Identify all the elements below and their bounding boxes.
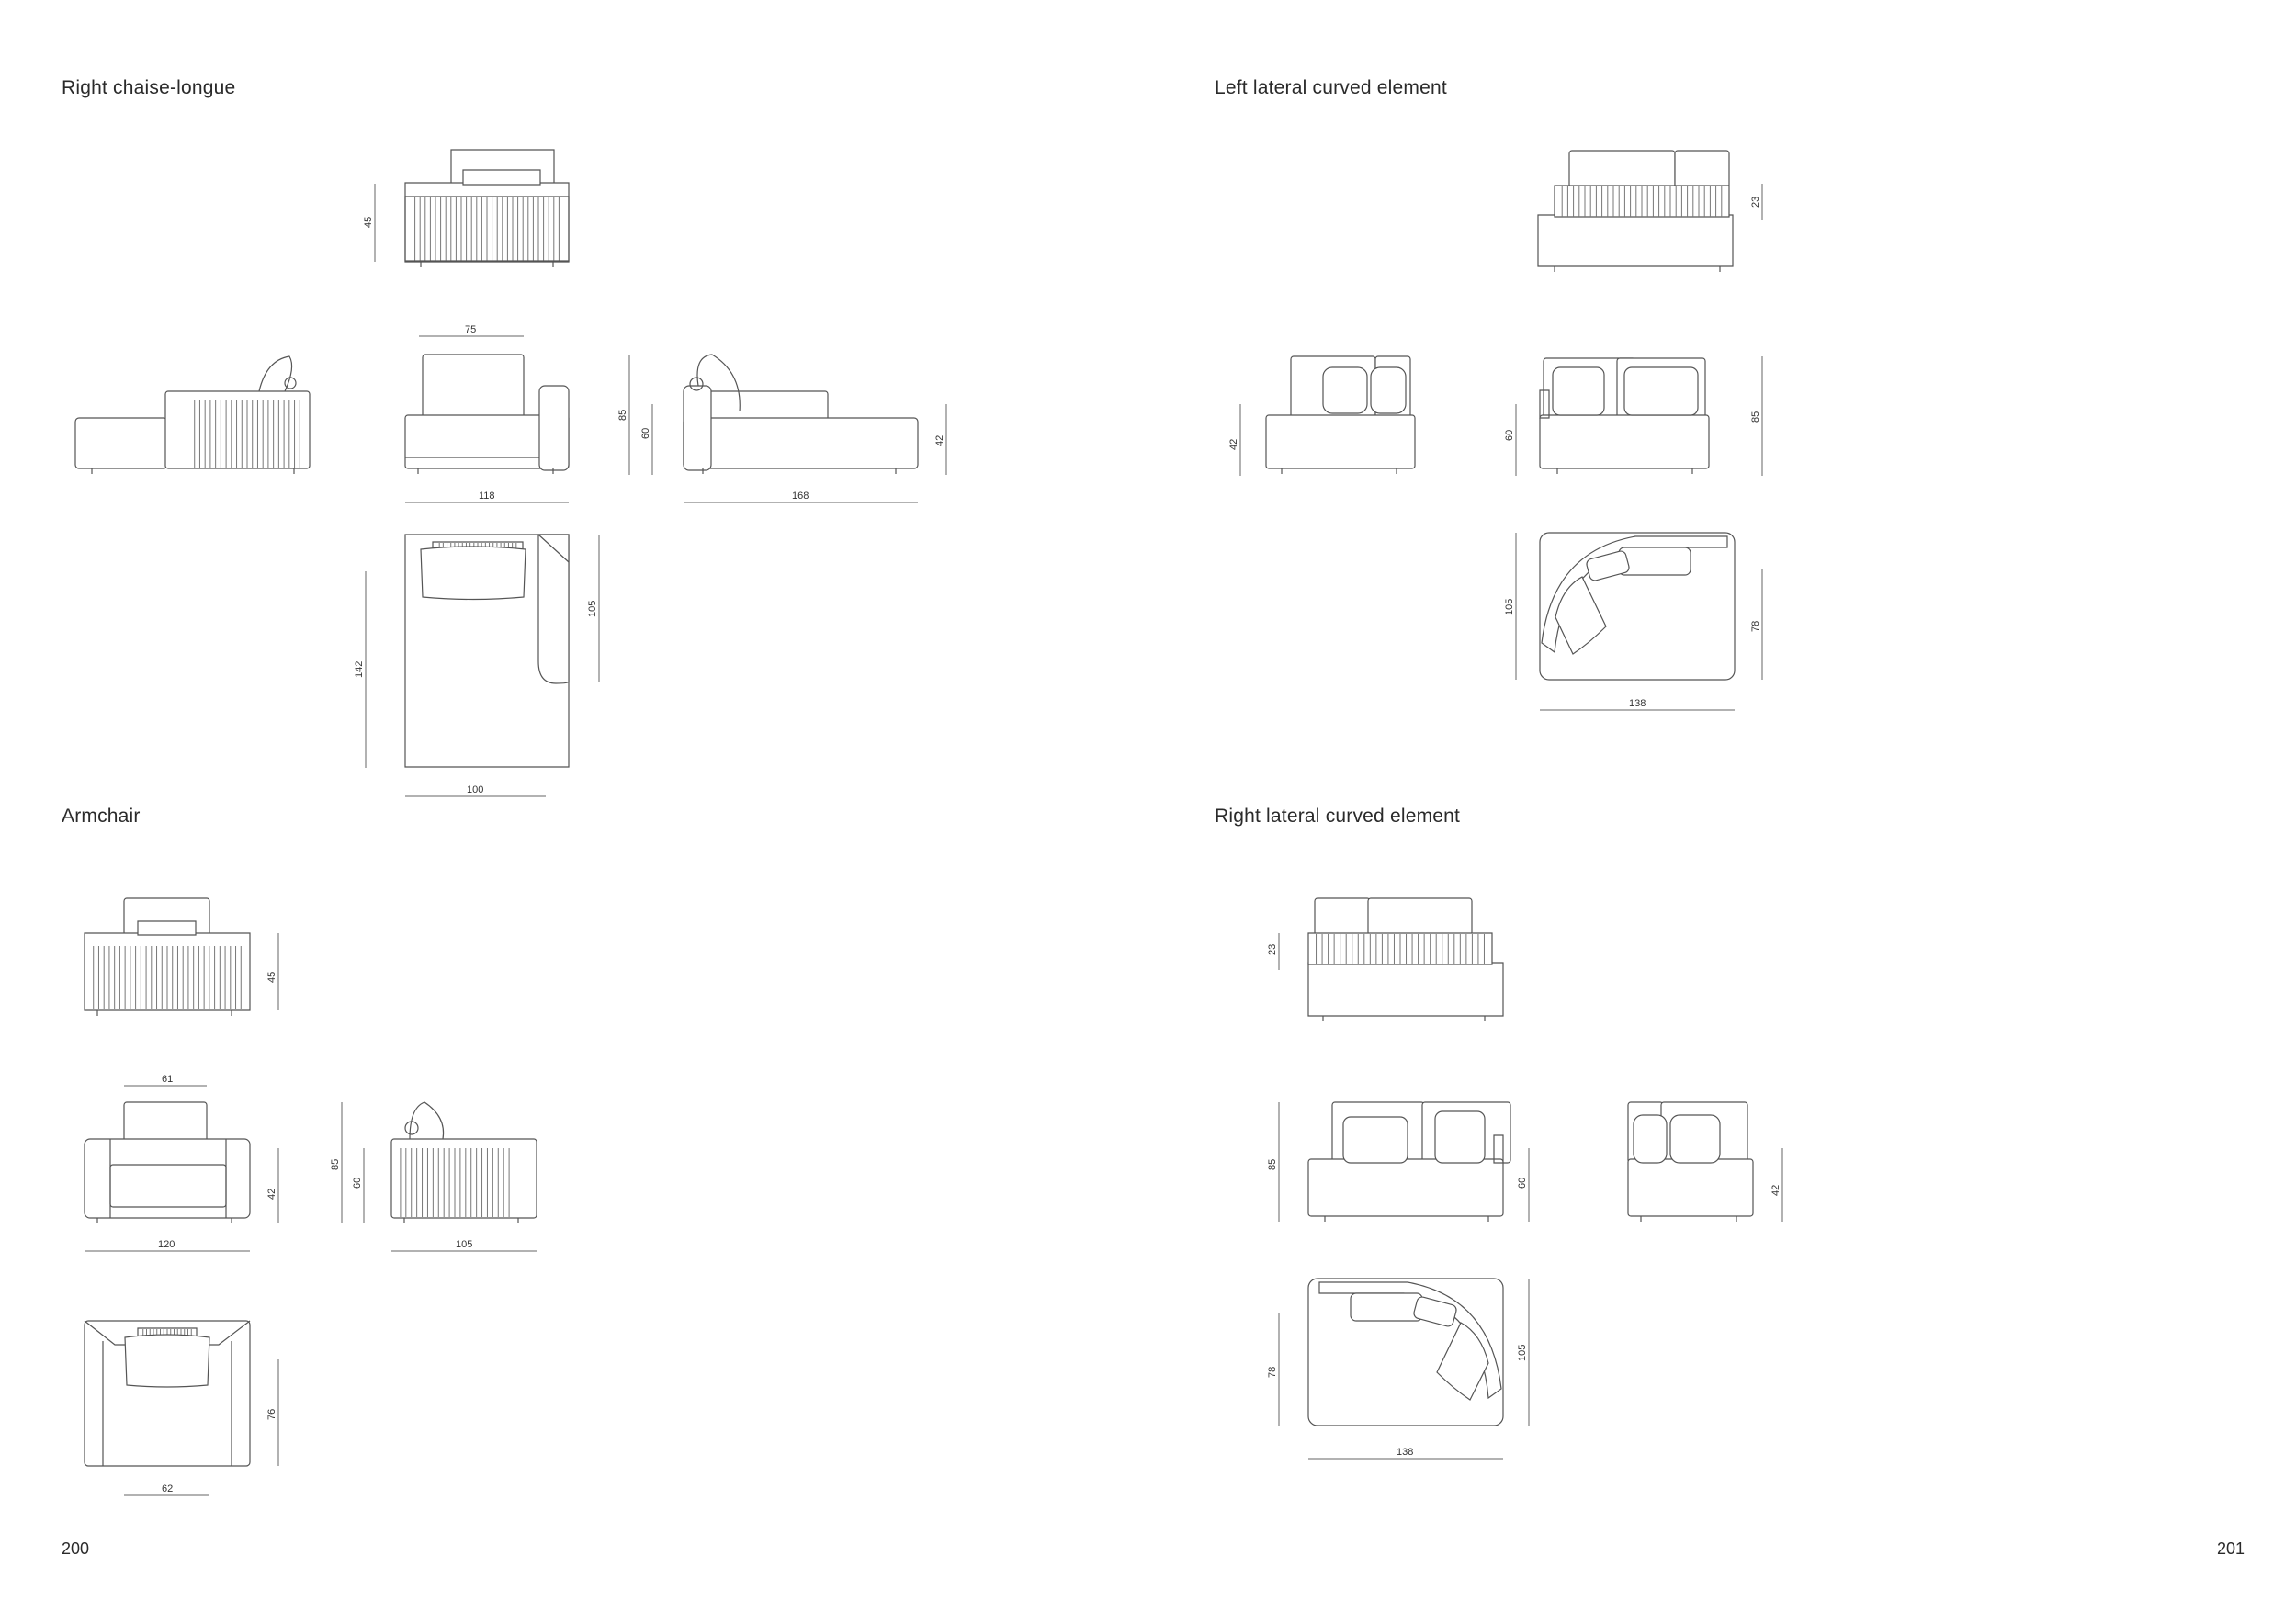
section-title-left-lateral-curved-element: Left lateral curved element (1215, 77, 1447, 98)
dim-label-138: 138 (1397, 1447, 1414, 1458)
dim-label-118: 118 (479, 490, 495, 502)
dim-label-100: 100 (467, 784, 484, 795)
left-curved-back-view (1538, 151, 1733, 272)
page-number-left: 200 (62, 1539, 90, 1558)
dim-label-85: 85 (1750, 411, 1761, 423)
dim-label-85: 85 (617, 409, 628, 421)
right-curved-top-view (1308, 1279, 1503, 1426)
armchair-front-view (85, 1102, 250, 1223)
left-curved-side-view (1540, 358, 1709, 474)
dim-label-42: 42 (1228, 438, 1239, 450)
dim-label-78: 78 (1750, 620, 1761, 632)
dim-label-142: 142 (354, 660, 365, 678)
section-title-right-lateral-curved-element: Right lateral curved element (1215, 806, 1461, 827)
slat-hatching (401, 1148, 509, 1217)
right-curved-front-view (1308, 1102, 1510, 1222)
right-chaise-front-view (405, 355, 569, 474)
left-curved-front-view (1266, 356, 1415, 474)
armchair-back-view (85, 898, 250, 1016)
dim-label-61: 61 (162, 1074, 174, 1085)
dim-label-76: 76 (266, 1408, 277, 1420)
right-chaise-back-view (405, 150, 569, 267)
dim-label-168: 168 (792, 490, 809, 502)
dim-label-42: 42 (266, 1188, 277, 1200)
dim-label-85: 85 (1267, 1158, 1278, 1170)
right-curved-side-view (1628, 1102, 1753, 1222)
right-chaise-top-view (405, 535, 569, 767)
slat-hatching (195, 400, 300, 468)
dim-label-105: 105 (1504, 598, 1515, 615)
right-chaise-profile-view (684, 355, 918, 474)
left-curved-top-view (1540, 533, 1735, 680)
dim-label-45: 45 (266, 971, 277, 983)
right-chaise-side-view (75, 356, 310, 474)
dim-label-42: 42 (1770, 1184, 1781, 1196)
armchair-top-view (85, 1321, 250, 1466)
armchair-side-view (391, 1102, 537, 1223)
dim-label-138: 138 (1629, 698, 1646, 709)
dim-label-105: 105 (1517, 1344, 1528, 1361)
dim-label-60: 60 (640, 427, 651, 439)
dim-label-105: 105 (456, 1239, 473, 1250)
dim-label-60: 60 (352, 1177, 363, 1189)
section-title-armchair: Armchair (62, 806, 141, 827)
dim-label-120: 120 (158, 1239, 175, 1250)
dim-label-78: 78 (1267, 1366, 1278, 1378)
dim-label-23: 23 (1750, 196, 1761, 208)
page-number-right: 201 (2217, 1539, 2245, 1558)
dim-label-60: 60 (1504, 429, 1515, 441)
dim-label-62: 62 (162, 1483, 174, 1494)
right-curved-back-view (1308, 898, 1503, 1021)
dim-label-75: 75 (465, 324, 477, 335)
dim-label-85: 85 (330, 1158, 341, 1170)
dim-label-105: 105 (587, 600, 598, 617)
dim-label-42: 42 (934, 434, 945, 446)
section-title-right-chaise-longue: Right chaise-longue (62, 77, 236, 98)
dim-label-23: 23 (1267, 943, 1278, 955)
dim-label-45: 45 (363, 216, 374, 228)
dim-label-60: 60 (1517, 1177, 1528, 1189)
